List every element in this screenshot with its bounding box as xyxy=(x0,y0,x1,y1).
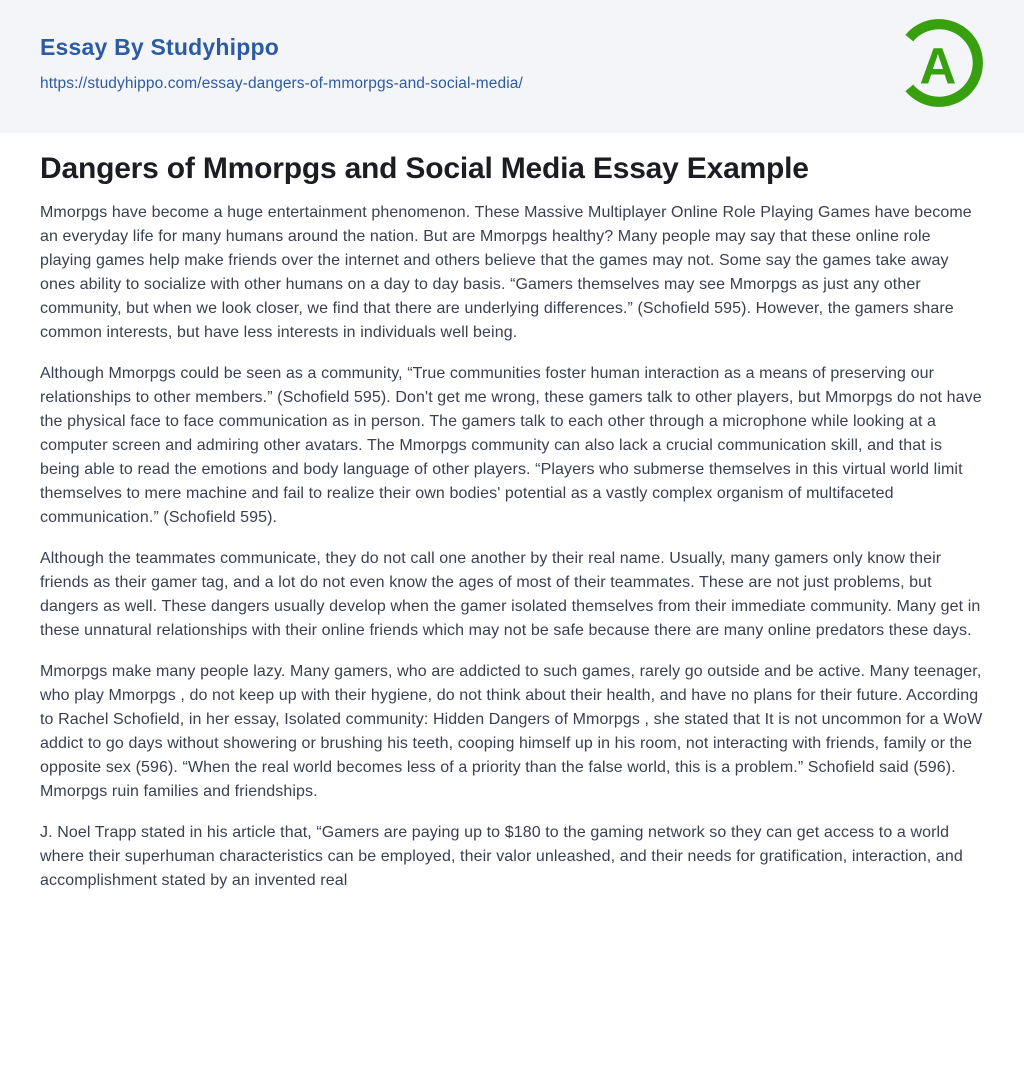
essay-article xyxy=(0,153,1024,893)
essay-paragraph: J. Noel Trapp stated in his article that, “Gamers are paying up to $180 to the gaming network so they can get access to a world where their superhuman characteristics can be employed, their valor unleashed, and their needs for gratification, interaction, and accomplishment stated by an invented real xyxy=(40,824,963,889)
essay-paragraph: Although Mmorpgs could be seen as a community, “True communities foster human interaction as a means of preserving our relationships to other members.” (Schofield 595). Don't get me wrong, these gamers talk to other players, but Mmorpgs do not have the physical face to face communication as in person. The gamers talk to each other through a microphone while looking at a computer screen and admiring other avatars. The Mmorpgs community can also lack a crucial communication skill, and that is being able to read the emotions and body language of other players. “Players who submerse themselves in this virtual world limit themselves to mere machine and fail to realize their own bodies' potential as a vastly complex organism of multifaceted communication.” (Schofield 595). xyxy=(40,365,982,526)
article-title xyxy=(40,153,945,185)
logo-letter: A xyxy=(919,37,957,95)
studyhippo-logo-icon xyxy=(890,14,988,112)
page-header xyxy=(0,0,1024,133)
essay-paragraph: Although the teammates communicate, they do not call one another by their real name. Usually, many gamers only know their friends as their gamer tag, and a lot do not even know the ages of most of their teammates. These are not just problems, but dangers as well. These dangers usually develop when the gamer isolated themselves from their immediate community. Many get in these unnatural relationships with their online friends which may not be safe because there are many online predators these days. xyxy=(40,550,981,639)
article-body xyxy=(40,201,984,893)
article-title-text: Dangers of Mmorpgs and Social Media Essay Example xyxy=(40,152,809,185)
page-url-link[interactable]: https://studyhippo.com/essay-dangers-of-mmorpgs-and-social-media/ xyxy=(40,75,523,93)
essay-paragraph: Mmorpgs have become a huge entertainment phenomenon. These Massive Multiplayer Online Role Playing Games have become an everyday life for many humans around the nation. But are Mmorpgs healthy? Many people may say that these online role playing games help make friends over the internet and others believe that the games may not. Some say the games take away ones ability to socialize with other humans on a day to day basis. “Gamers themselves may see Mmorpgs as just any other community, but when we look closer, we find that there are underlying differences.” (Schofield 595). However, the gamers share common interests, but have less interests in individuals well being. xyxy=(40,204,972,341)
site-title: Essay By Studyhippo xyxy=(40,34,279,60)
essay-paragraph: Mmorpgs make many people lazy. Many gamers, who are addicted to such games, rarely go outside and be active. Many teenager, who play Mmorpgs , do not keep up with their hygiene, do not think about their health, and have no plans for their future. According to Rachel Schofield, in her essay, Isolated community: Hidden Dangers of Mmorpgs , she stated that It is not uncommon for a WoW addict to go days without showering or brushing his teeth, cooping himself up in his room, not interacting with friends, family or the opposite sex (596). “When the real world becomes less of a priority than the false world, this is a problem.” Schofield said (596). Mmorpgs ruin families and friendships. xyxy=(40,663,983,800)
